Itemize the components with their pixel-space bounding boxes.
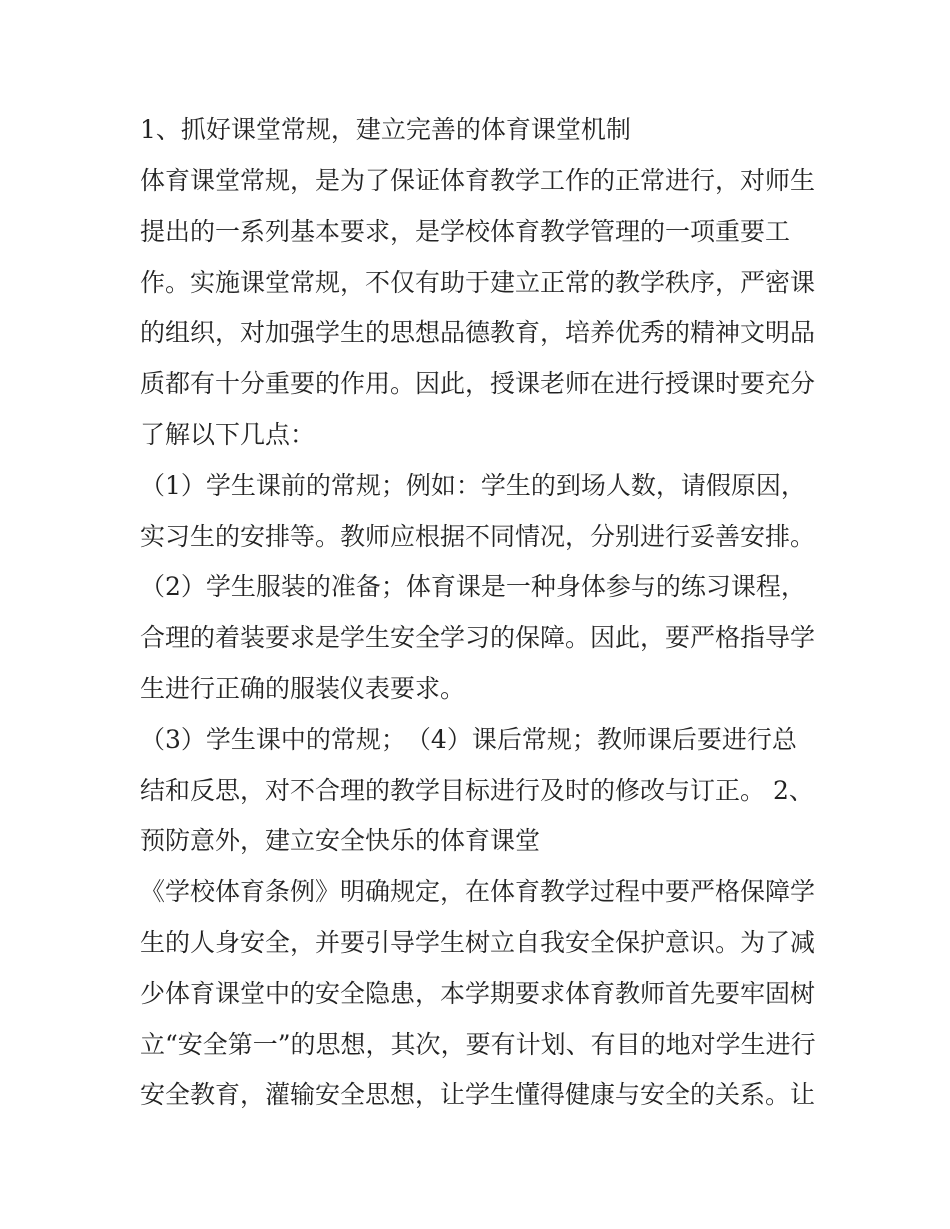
paragraph-line: 了解以下几点：	[140, 420, 316, 449]
list-item-line: 合理的着装要求是学生安全学习的保障。因此，要严格指导学	[140, 623, 816, 652]
paragraph-line: 提出的一系列基本要求，是学校体育教学管理的一项重要工	[140, 217, 791, 246]
paragraph-line: 少体育课堂中的安全隐患，本学期要求体育教师首先要牢固树	[140, 979, 816, 1008]
section-heading-1: 1、抓好课堂常规，建立完善的体育课堂机制	[140, 115, 631, 144]
section-heading-2: 预防意外，建立安全快乐的体育课堂	[140, 826, 541, 855]
paragraph-line: 质都有十分重要的作用。因此，授课老师在进行授课时要充分	[140, 369, 816, 398]
paragraph-line: 作。实施课堂常规，不仅有助于建立正常的教学秩序，严密课	[140, 268, 816, 297]
list-item-line: （1）学生课前的常规；例如：学生的到场人数，请假原因，	[140, 471, 806, 500]
paragraph-line: 安全教育，灌输安全思想，让学生懂得健康与安全的关系。让	[140, 1080, 816, 1109]
paragraph-line: 立“安全第一”的思想，其次，要有计划、有目的地对学生进行	[140, 1030, 816, 1059]
paragraph-line: 体育课堂常规，是为了保证体育教学工作的正常进行，对师生	[140, 166, 816, 195]
list-item-line: （2）学生服装的准备；体育课是一种身体参与的练习课程，	[140, 572, 806, 601]
list-item-line: （3）学生课中的常规； （4）课后常规；教师课后要进行总	[140, 725, 797, 754]
paragraph-line: 生的人身安全，并要引导学生树立自我安全保护意识。为了减	[140, 928, 816, 957]
paragraph-line: 的组织，对加强学生的思想品德教育，培养优秀的精神文明品	[140, 318, 816, 347]
list-item-line: 生进行正确的服装仪表要求。	[140, 674, 466, 703]
list-item-line: 实习生的安排等。教师应根据不同情况，分别进行妥善安排。	[140, 522, 816, 551]
list-item-line: 结和反思，对不合理的教学目标进行及时的修改与订正。 2、	[140, 776, 814, 805]
paragraph-line: 《学校体育条例》明确规定，在体育教学过程中要严格保障学	[140, 877, 816, 906]
